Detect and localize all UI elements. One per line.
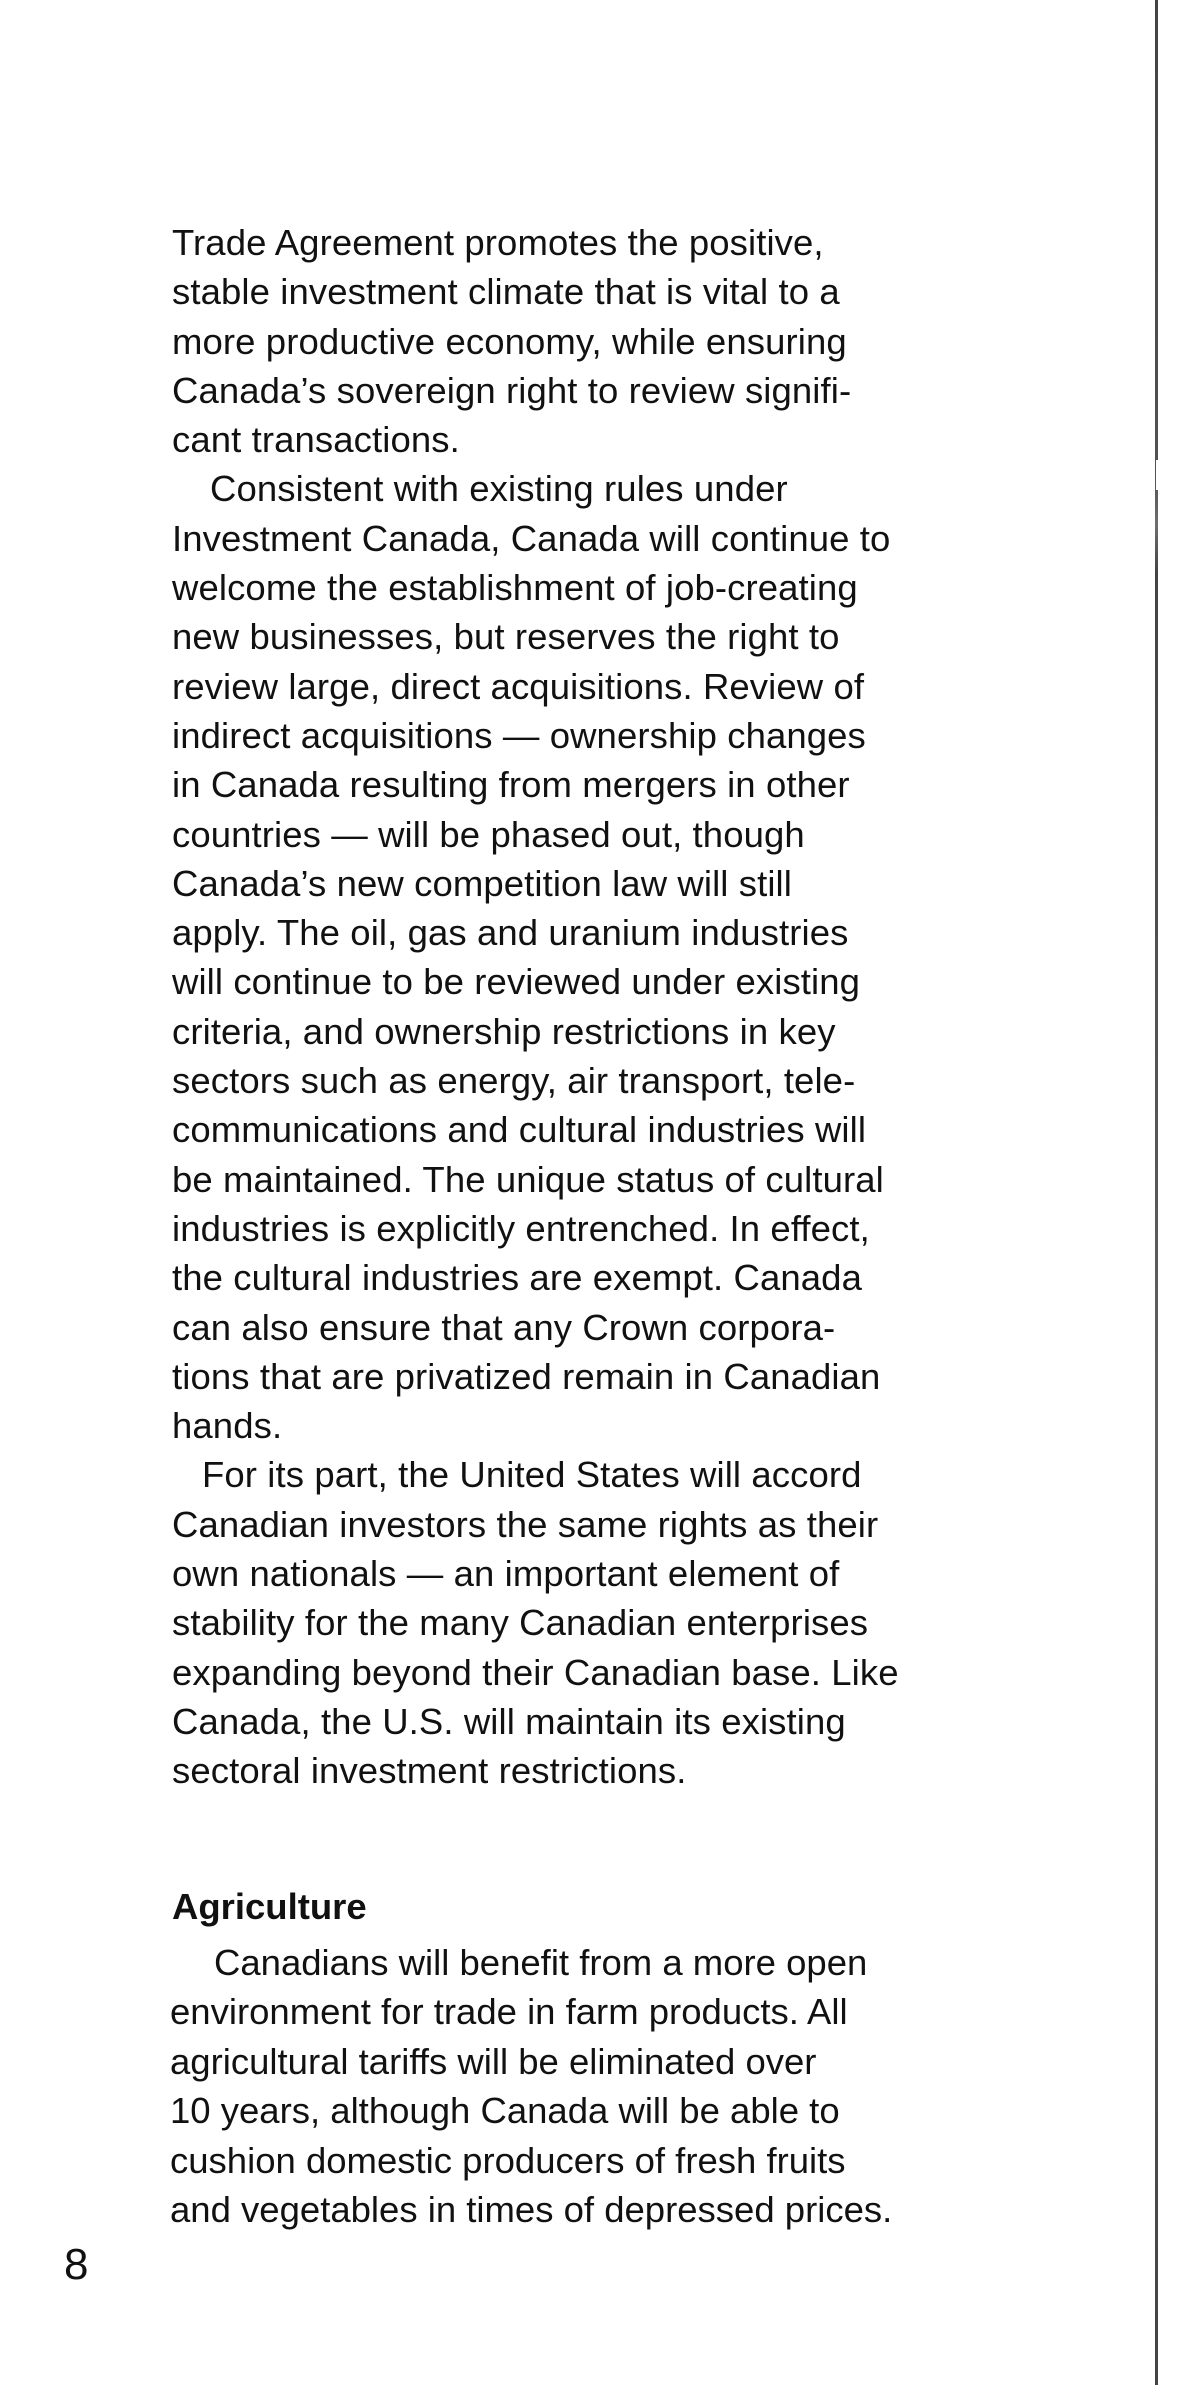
text-line: review large, direct acquisitions. Review of [172,665,865,707]
text-line: Consistent with existing rules under [210,468,788,510]
page-binding-edge [1155,0,1158,2385]
text-line: communications and cultural industries will [172,1109,867,1151]
text-line: countries — will be phased out, though [172,813,805,855]
text-line: 10 years, although Canada will be able to [170,2090,840,2132]
investment-section-body [172,218,1012,1796]
paragraph-us-commitments [172,1450,1012,1795]
text-line: expanding beyond their Canadian base. Like [172,1651,899,1693]
paragraph-investment-canada-rules [172,464,1012,1450]
text-line: Canadians will benefit from a more open [214,1942,868,1983]
paragraph-agriculture [170,1938,1010,2234]
page-number: 8 [64,2240,89,2289]
text-line: cant transactions. [172,419,460,461]
text-line: welcome the establishment of job-creating [172,567,858,609]
text-line: Canada’s sovereign right to review signifi- [172,369,852,411]
text-line: be maintained. The unique status of cultural [172,1158,884,1200]
text-line: Canadian investors the same rights as their [172,1503,879,1545]
section-heading-agriculture: Agriculture [172,1886,367,1927]
text-line: own nationals — an important element of [172,1553,840,1595]
text-line: Trade Agreement promotes the positive, [172,222,824,263]
text-line: the cultural industries are exempt. Canada [172,1257,862,1299]
text-line: stable investment climate that is vital to a [172,271,840,313]
text-line: Canada, the U.S. will maintain its existing [172,1700,846,1742]
text-line: indirect acquisitions — ownership changes [172,714,866,756]
text-line: Canada’s new competition law will still [172,862,792,904]
binding-edge-gap [1156,460,1162,490]
text-line: For its part, the United States will accord [202,1454,862,1496]
text-line: cushion domestic producers of fresh fruits [170,2139,846,2181]
text-line: hands. [172,1405,283,1447]
text-line: more productive economy, while ensuring [172,320,847,362]
text-line: can also ensure that any Crown corpora- [172,1306,836,1348]
text-line: Investment Canada, Canada will continue to [172,517,891,559]
paragraph-investment-climate [172,218,1012,464]
text-line: sectoral investment restrictions. [172,1750,687,1792]
text-line: industries is explicitly entrenched. In effect, [172,1207,870,1249]
text-line: apply. The oil, gas and uranium industries [172,912,849,954]
text-line: in Canada resulting from mergers in other [172,764,850,806]
text-line: and vegetables in times of depressed prices. [170,2189,893,2231]
text-line: tions that are privatized remain in Canadian [172,1355,881,1397]
text-line: stability for the many Canadian enterprises [172,1602,869,1644]
text-line: will continue to be reviewed under existing [172,961,861,1003]
text-line: agricultural tariffs will be eliminated over [170,2040,817,2082]
text-line: criteria, and ownership restrictions in key [172,1010,836,1052]
text-line: new businesses, but reserves the right to [172,616,840,658]
text-line: environment for trade in farm products. All [170,1991,848,2033]
text-line: sectors such as energy, air transport, tele- [172,1060,856,1102]
